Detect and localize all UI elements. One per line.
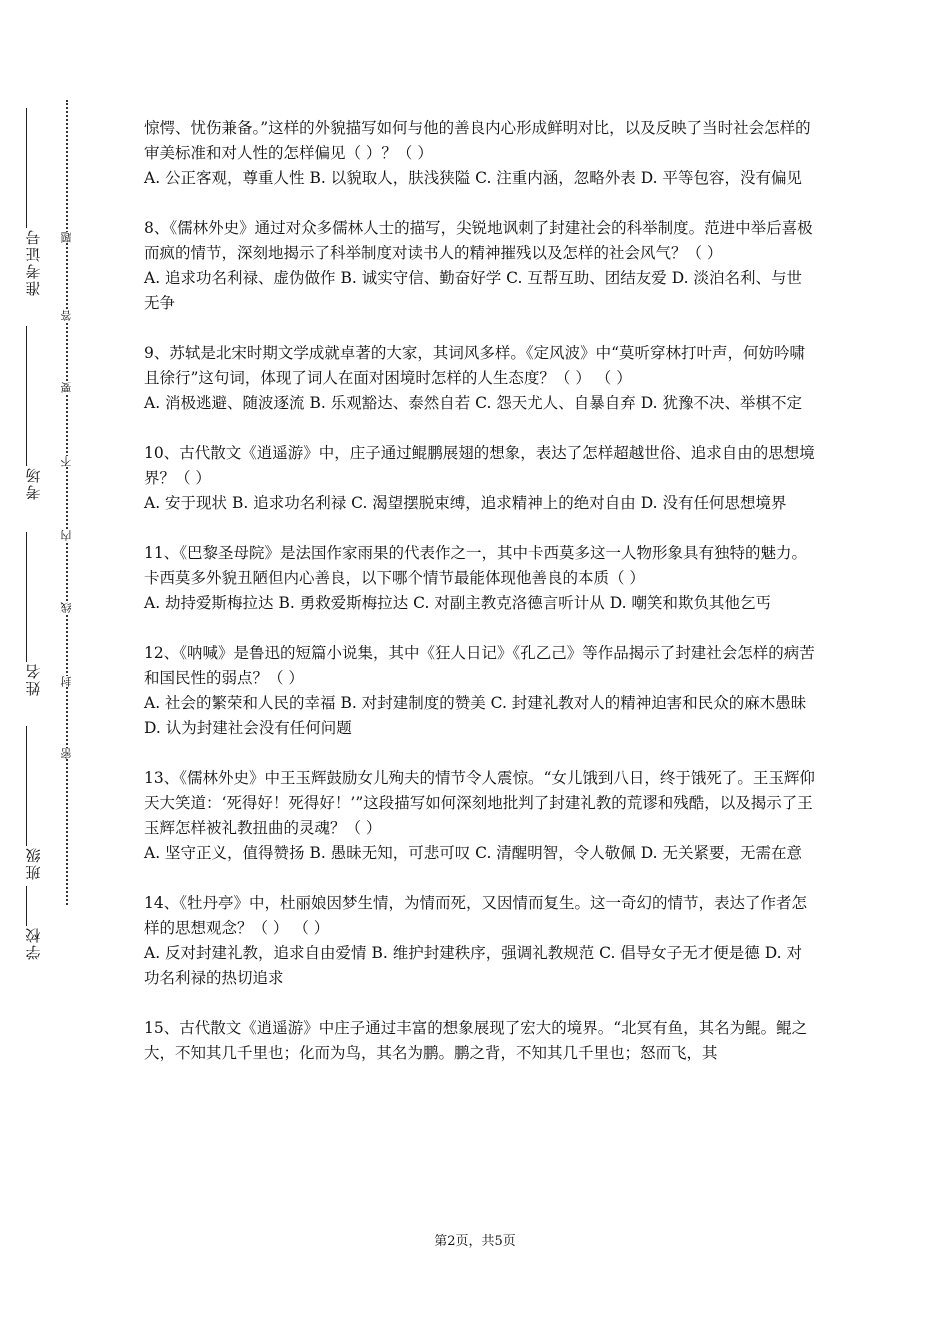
seal-char: 线: [58, 602, 76, 613]
binding-margin: [0, 0, 100, 1344]
question-9: [144, 341, 816, 416]
seal-dotted-line: [66, 100, 68, 905]
question-11: [144, 541, 816, 616]
exam-id-label: 准考证号: [24, 228, 43, 296]
question-stem: 惊愕、忧伤兼备。”这样的外貌描写如何与他的善良内心形成鲜明对比，以及反映了当时社会怎样的审美标准和对人性的怎样偏见（ ）？（ ）: [144, 119, 811, 162]
question-7-continued: [144, 116, 816, 191]
question-12: [144, 641, 816, 741]
question-10: [144, 441, 816, 516]
name-blank[interactable]: [27, 532, 28, 662]
seal-char: 题: [58, 232, 76, 243]
question-stem: 14、《牡丹亭》中，杜丽娘因梦生情，为情而死，又因情而复生。这一奇幻的情节，表达了作者怎样的思想观念？（ ） （ ）: [144, 894, 807, 937]
exam-id-blank[interactable]: [27, 108, 28, 228]
question-14: [144, 891, 816, 991]
question-stem: 11、《巴黎圣母院》是法国作家雨果的代表作之一，其中卡西莫多这一人物形象具有独特的魅力。卡西莫多外貌丑陋但内心善良，以下哪个情节最能体现他善良的本质（ ）: [144, 544, 807, 587]
question-stem: 10、古代散文《逍遥游》中，庄子通过鲲鹏展翅的想象，表达了怎样超越世俗、追求自由的思想境界？（ ）: [144, 444, 815, 487]
question-body: [144, 116, 816, 1066]
seal-char: 不: [58, 456, 76, 467]
school-blank[interactable]: [27, 886, 28, 926]
seal-char: 封: [58, 676, 76, 687]
name-field: [20, 506, 46, 696]
question-options: A. 反对封建礼教，追求自由爱情 B. 维护封建秩序，强调礼教规范 C. 倡导女子无才便是德 D. 对功名利禄的热切追求: [144, 944, 802, 987]
question-stem: 12、《呐喊》是鲁迅的短篇小说集，其中《狂人日记》《孔乙己》等作品揭示了封建社会怎样的病苦和国民性的弱点？（ ）: [144, 644, 815, 687]
question-8: [144, 216, 816, 316]
name-label: 姓名: [24, 662, 43, 696]
page-footer: 第2页，共5页: [434, 1234, 516, 1249]
question-options: A. 追求功名利禄、虚伪做作 B. 诚实守信、勤奋好学 C. 互帮互助、团结友爱 D. 淡泊名利、与世无争: [144, 269, 802, 312]
question-13: [144, 766, 816, 866]
question-stem: 8、《儒林外史》通过对众多儒林人士的描写，尖锐地讽刺了封建社会的科举制度。范进中举后喜极而疯的情节，深刻地揭示了科举制度对读书人的精神摧残以及怎样的社会风气？（ ）: [144, 219, 813, 262]
class-label: 班级: [24, 846, 43, 880]
class-blank[interactable]: [27, 726, 28, 846]
seal-char: 要: [58, 382, 76, 393]
question-options: A. 坚守正义，值得赞扬 B. 愚昧无知，可悲可叹 C. 清醒明智，令人敬佩 D. 无关紧要，无需在意: [144, 844, 802, 862]
question-options: A. 消极逃避、随波逐流 B. 乐观豁达、泰然自若 C. 怨天尤人、自暴自弃 D. 犹豫不决、举棋不定: [144, 394, 802, 412]
seal-char: 密: [58, 748, 76, 759]
question-stem: 13、《儒林外史》中王玉辉鼓励女儿殉夫的情节令人震惊。“女儿饿到八日，终于饿死了。王玉辉仰天大笑道：‘死得好！死得好！’”这段描写如何深刻地批判了封建礼教的荒谬和残酷，以及揭示了王玉辉怎样被礼教扭曲的灵魂？（ ）: [144, 769, 815, 837]
question-options: A. 劫持爱斯梅拉达 B. 勇救爱斯梅拉达 C. 对副主教克洛德言听计从 D. 嘲笑和欺负其他乞丐: [144, 594, 771, 612]
question-options: A. 安于现状 B. 追求功名利禄 C. 渴望摆脱束缚，追求精神上的绝对自由 D. 没有任何思想境界: [144, 494, 787, 512]
exam-room-blank[interactable]: [27, 326, 28, 466]
question-options: A. 公正客观，尊重人性 B. 以貌取人，肤浅狭隘 C. 注重内涵，忽略外表 D. 平等包容，没有偏见: [144, 169, 802, 187]
exam-id-field: [20, 86, 46, 296]
question-stem: 9、苏轼是北宋时期文学成就卓著的大家，其词风多样。《定风波》中“莫听穿林打叶声，何妨吟啸且徐行”这句词，体现了词人在面对困境时怎样的人生态度？（ ） （ ）: [144, 344, 806, 387]
class-field: [20, 700, 46, 880]
school-field: [20, 860, 46, 960]
exam-room-field: [20, 300, 46, 500]
exam-room-label: 考场: [24, 466, 43, 500]
seal-char: 答: [58, 310, 76, 321]
question-stem: 15、古代散文《逍遥游》中庄子通过丰富的想象展现了宏大的境界。“北冥有鱼，其名为鲲。鲲之大，不知其几千里也；化而为鸟，其名为鹏。鹏之背，不知其几千里也；怒而飞，其: [144, 1019, 808, 1062]
question-options: A. 社会的繁荣和人民的幸福 B. 对封建制度的赞美 C. 封建礼教对人的精神迫害和民众的麻木愚昧 D. 认为封建社会没有任何问题: [144, 694, 807, 737]
seal-char: 内: [58, 530, 76, 541]
question-15: [144, 1016, 816, 1066]
school-label: 学校: [24, 926, 43, 960]
